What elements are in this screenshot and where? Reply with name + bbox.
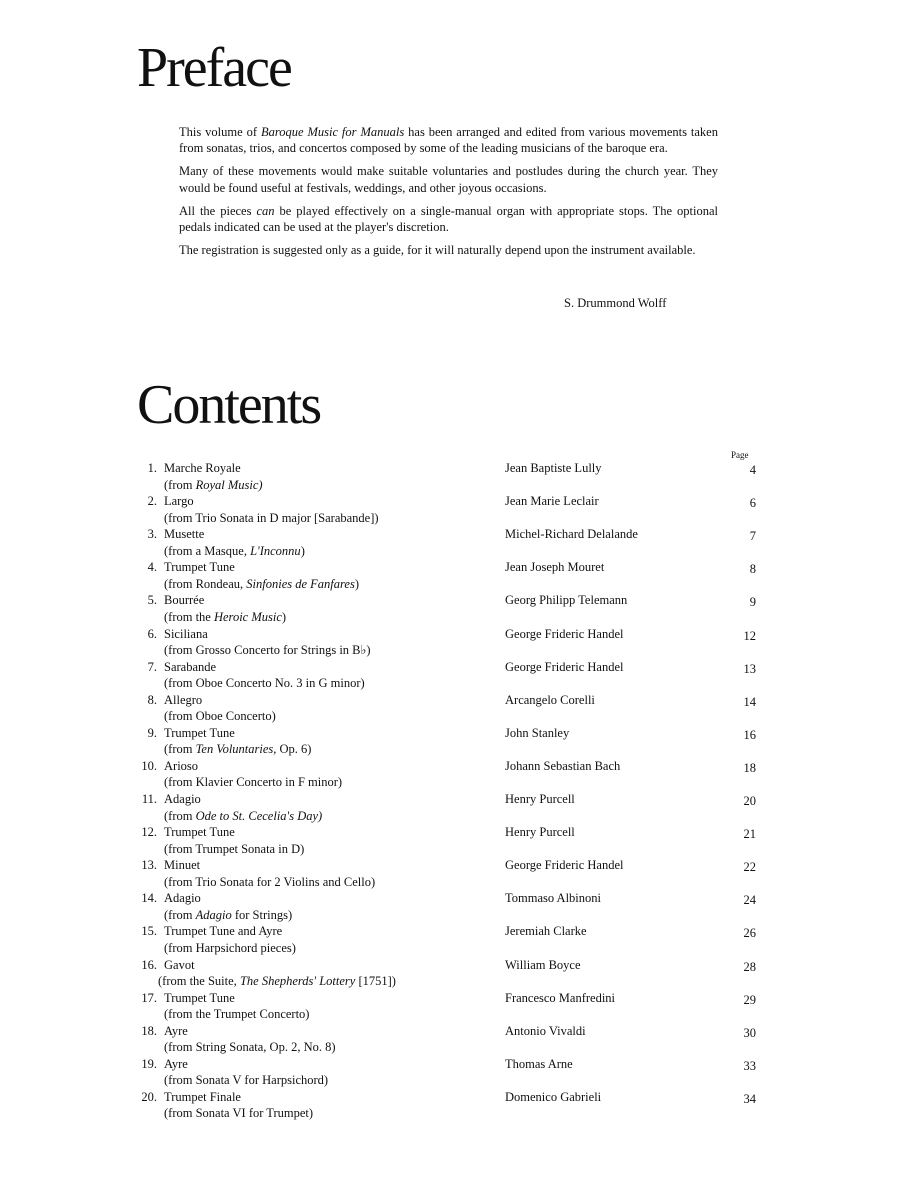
entry-source-italic: Sinfonies de Fanfares [246,576,355,591]
entry-number: 15. [141,924,157,939]
entry-number: 1. [147,461,157,475]
toc-entry [0,957,900,990]
entry-source-text-b: [1751]) [355,974,396,988]
entry-title: Adagio [164,792,201,806]
toc-entry [0,692,900,725]
toc-entry [0,725,900,758]
entry-composer: Henry Purcell [505,825,575,840]
entry-source-text-a: (from [164,477,196,492]
entry-source [164,808,322,825]
preface-p1-book-title: Baroque Music for Manuals [260,125,405,139]
preface-p3-text-a: All the pieces [179,203,257,218]
contents-heading: Contents [137,374,321,436]
entry-title: Sarabande [164,659,217,674]
entry-source [164,642,371,659]
entry-source-italic: Ode to St. Cecelia's Day) [195,808,323,823]
toc-entry [0,559,900,592]
entry-source [164,510,379,527]
entry-page-number: 22 [743,860,756,875]
entry-page-number: 12 [743,628,756,643]
entry-source-text-a: (from Grosso Concerto for Strings in B♭) [164,643,371,657]
entry-source [164,741,311,758]
entry-source [164,609,286,626]
entry-title: Ayre [164,1023,188,1038]
entry-title: Minuet [164,858,201,873]
entry-source [164,874,375,891]
entry-number: 5. [147,593,157,608]
entry-number: 9. [147,725,157,740]
entry-number: 2. [147,494,157,509]
entry-title: Musette [164,527,205,542]
entry-number: 8. [147,692,157,707]
entry-source-text-b: ) [354,576,360,591]
entry-source-text-a: (from the Suite, [158,974,240,988]
entry-source-text-b: Op. 6) [276,742,312,757]
entry-composer: Jean Joseph Mouret [505,560,605,575]
preface-paragraph-2: Many of these movements would make suitable voluntaries and postludes during the church year. They would be found useful at festivals, weddings, and other joyous occasions. [179,164,718,195]
toc-entry [0,923,900,956]
entry-source-text-a: (from [164,808,196,823]
entry-source [164,477,263,494]
entry-source-italic: L'Inconnu [250,543,301,558]
entry-composer: George Frideric Handel [505,858,624,873]
entry-title: Trumpet Finale [164,1089,241,1104]
entry-number: 7. [147,659,157,674]
entry-page-number: 29 [743,992,756,1007]
entry-page-number: 20 [743,794,756,808]
entry-source [164,940,296,957]
entry-composer: Henry Purcell [505,792,575,806]
toc-entry [0,824,900,857]
toc-entry [0,493,900,526]
entry-source-italic: The Shepherds' Lottery [239,974,356,988]
toc-entry [0,857,900,890]
entry-page-number: 16 [743,727,756,742]
entry-page-number: 33 [743,1058,756,1073]
entry-source-text-a: (from Rondeau, [164,576,247,591]
entry-title: Largo [164,494,194,509]
entry-source-text-a: (from [164,907,196,922]
entry-page-number: 13 [743,661,756,676]
entry-source-text-a: (from Klavier Concerto in F minor) [164,775,343,790]
entry-source [164,675,365,692]
toc-entry [0,1056,900,1089]
preface-signature: S. Drummond Wolff [564,296,667,310]
toc-entry [0,460,900,493]
entry-page-number: 14 [743,694,756,709]
entry-composer: Domenico Gabrieli [505,1089,602,1104]
toc-entry [0,990,900,1023]
entry-source-text-a: (from Harpsichord pieces) [164,940,296,955]
entry-source [164,1072,328,1089]
entry-composer: Michel-Richard Delalande [505,527,638,542]
entry-title: Arioso [164,758,199,773]
entry-number: 17. [141,990,157,1005]
entry-title: Trumpet Tune [164,725,235,740]
entry-source [164,1105,313,1122]
entry-source [164,1039,336,1056]
entry-source [164,708,276,725]
entry-number: 4. [147,560,157,575]
entry-title: Marche Royale [164,461,241,475]
entry-page-number: 4 [749,463,756,477]
entry-composer: Georg Philipp Telemann [505,593,628,608]
entry-source-text-a: (from a Masque, [164,543,251,558]
toc-entry [0,758,900,791]
preface-p1-text-b: has been arranged and edited from various movements taken from sonatas, trios, and concertos composed by some of the leading musicians of the baroque era. [179,125,718,156]
entry-page-number: 34 [743,1091,756,1106]
entry-source-text-a: (from the [164,609,214,624]
entry-number: 3. [147,527,157,542]
entry-title: Allegro [164,692,203,707]
entry-title: Bourrée [164,593,205,608]
entry-source-italic: Ten Voluntaries, [195,742,277,757]
entry-source [164,907,292,924]
entry-source-text-a: (from Oboe Concerto No. 3 in G minor) [164,676,365,691]
entry-composer: Tommaso Albinoni [505,891,602,906]
entry-source-italic: Royal Music) [195,477,263,492]
entry-number: 14. [141,891,157,906]
entry-composer: Jean Baptiste Lully [505,461,602,475]
page-column-label: Page [731,450,749,460]
entry-title: Trumpet Tune [164,825,235,840]
entry-source [164,841,304,858]
entry-number: 18. [141,1023,157,1038]
entry-page-number: 9 [749,595,756,610]
entry-title: Adagio [164,891,201,906]
entry-composer: William Boyce [505,957,581,972]
entry-title: Trumpet Tune [164,560,235,575]
toc-entry [0,526,900,559]
toc-entry [0,626,900,659]
toc-entry [0,890,900,923]
entry-source-text-a: (from Sonata VI for Trumpet) [164,1106,314,1121]
entry-title: Trumpet Tune [164,990,235,1005]
entry-composer: Jean Marie Leclair [505,494,599,509]
entry-page-number: 7 [749,529,756,544]
entry-source-text-a: (from [164,742,196,757]
entry-composer: George Frideric Handel [505,659,624,674]
entry-number: 12. [141,825,157,840]
entry-source-text-a: (from String Sonata, Op. 2, No. 8) [164,1040,336,1055]
entry-number: 20. [141,1089,157,1104]
entry-composer: John Stanley [505,725,570,740]
entry-source-text-a: (from Trio Sonata for 2 Violins and Cello) [164,874,376,889]
preface-p3-emphasis: can [256,203,275,218]
entry-source-text-b: ) [300,543,305,558]
entry-source-text-a: (from the Trumpet Concerto) [164,1007,310,1022]
toc-entry [0,1089,900,1122]
entry-number: 10. [141,758,157,773]
entry-title: Gavot [164,957,195,972]
entry-page-number: 21 [743,827,756,842]
entry-page-number: 6 [749,496,756,511]
entry-page-number: 26 [743,926,756,941]
preface-paragraph-4: The registration is suggested only as a guide, for it will naturally depend upon the instrument available. [179,243,696,258]
entry-title: Ayre [164,1056,188,1071]
entry-number: 19. [141,1056,157,1071]
entry-source-text-b: for Strings) [231,907,293,922]
preface-p1-text-a: This volume of [179,125,261,139]
entry-number: 16. [141,957,157,972]
entry-composer: George Frideric Handel [505,626,624,641]
entry-title: Trumpet Tune and Ayre [164,924,283,939]
toc-entry [0,592,900,625]
entry-source-text-a: (from Sonata V for Harpsichord) [164,1073,329,1088]
entry-source [164,543,305,560]
preface-heading: Preface [137,37,291,99]
toc-entry [0,791,900,824]
entry-composer: Thomas Arne [505,1056,573,1071]
entry-source-italic: Adagio [195,907,232,922]
entry-source-text-b: ) [281,609,287,624]
entry-page-number: 30 [743,1025,756,1040]
toc-entry [0,1023,900,1056]
entry-title: Siciliana [164,626,208,641]
entry-source [164,774,342,791]
entry-page-number: 8 [749,562,756,577]
preface-p3-text-b: be played effectively on a single-manual organ with appropriate stops. The optional pedals indicated can be used at the player's discretion. [179,203,718,235]
entry-number: 11. [141,792,157,806]
entry-page-number: 28 [743,959,756,974]
entry-source-italic: Heroic Music [213,609,282,624]
entry-source [158,973,396,990]
entry-composer: Jeremiah Clarke [505,924,587,939]
entry-source-text-a: (from Oboe Concerto) [164,709,276,724]
entry-source [164,576,359,593]
entry-number: 6. [147,626,157,641]
entry-page-number: 24 [743,893,756,908]
entry-source-text-a: (from Trio Sonata in D major [Sarabande]) [164,510,379,525]
entry-source [164,1006,309,1023]
entry-composer: Antonio Vivaldi [505,1023,586,1038]
entry-number: 13. [141,858,157,873]
toc-entry [0,659,900,692]
entry-composer: Johann Sebastian Bach [505,758,621,773]
entry-page-number: 18 [743,760,756,775]
entry-composer: Francesco Manfredini [505,990,616,1005]
entry-composer: Arcangelo Corelli [505,692,595,707]
entry-source-text-a: (from Trumpet Sonata in D) [164,841,305,856]
